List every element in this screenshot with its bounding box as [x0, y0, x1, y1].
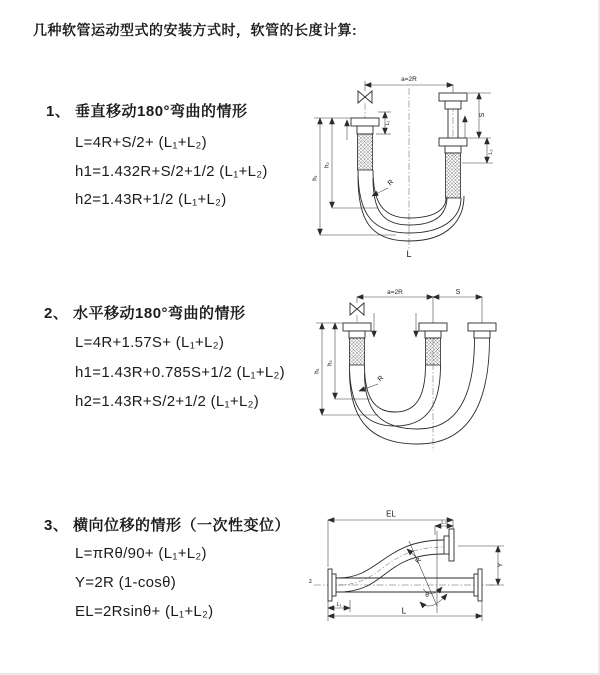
d3-dim-l — [328, 601, 482, 621]
section-3-formula-L: L=πRθ/90+ (L₁+L₂) — [75, 545, 207, 562]
section-2-formula-L: L=4R+1.57S+ (L₁+L₂) — [75, 334, 225, 351]
d3-dim-el — [328, 510, 453, 568]
d3-label-l2: L₂ — [441, 519, 447, 526]
d1-right-pipe — [439, 93, 467, 198]
page-title: 几种软管运动型式的安装方式时，软管的长度计算: — [33, 22, 358, 38]
d2-label-r: R — [376, 374, 386, 384]
d2-left-pipe — [343, 323, 371, 365]
d3-label-theta: θ — [425, 592, 429, 599]
d3-label-r: R — [414, 556, 424, 566]
d1-label-h2: h₂ — [324, 162, 331, 168]
d2-label-a2r: a=2R — [387, 289, 403, 296]
section-2-heading: 2、 水平移动180°弯曲的情形 — [44, 305, 246, 322]
d2-right-pipe — [468, 323, 496, 338]
section-1-formula-h1: h1=1.432R+S/2+1/2 (L₁+L₂) — [75, 163, 268, 180]
d3-label-l: L — [401, 605, 407, 616]
d1-dim-s — [468, 93, 491, 138]
d3-right-flange — [474, 569, 482, 601]
d1-label-h1: h₁ — [312, 175, 319, 181]
d3-label-y: Y — [497, 562, 505, 568]
d3-centerline-symbol: z — [309, 579, 312, 585]
d2-label-s: S — [455, 289, 461, 296]
d3-hose-curves — [338, 540, 444, 592]
d2-dim-a2r — [357, 289, 433, 297]
d1-label-s: S — [479, 112, 486, 118]
section-1-heading: 1、 垂直移动180°弯曲的情形 — [46, 103, 248, 120]
d3-left-flange — [328, 569, 336, 601]
section-3-formula-EL: EL=2Rsinθ+ (L₁+L₂) — [75, 603, 214, 620]
d2-label-h2: h₂ — [327, 360, 334, 366]
d1-dim-h1 — [313, 118, 397, 235]
section-1-formula-L: L=4R+S/2+ (L₁+L₂) — [75, 134, 207, 151]
d3-dim-l1 — [328, 600, 350, 612]
d1-left-pipe — [351, 118, 379, 170]
diagram-horizontal-180-bend — [308, 283, 595, 460]
d1-label-a2r: a=2R — [401, 76, 417, 83]
section-2-formula-h1: h1=1.43R+0.785S+1/2 (L₁+L₂) — [75, 364, 285, 381]
d1-label-l1: L₁ — [385, 120, 391, 126]
d3-label-el: EL — [386, 509, 396, 519]
section-3-heading: 3、 横向位移的情形（一次性变位） — [44, 517, 291, 534]
section-2-formula-h2: h2=1.43R+S/2+1/2 (L₁+L₂) — [75, 393, 260, 410]
diagram-vertical-180-bend — [298, 68, 590, 263]
d3-upper-flange — [444, 529, 454, 561]
d2-valve-icon — [350, 303, 364, 315]
d2-label-h1: h₁ — [314, 368, 321, 374]
d2-dim-s — [433, 289, 482, 297]
d1-label-l: L — [406, 249, 412, 259]
d2-radius-callout — [359, 375, 385, 391]
d1-label-r: R — [386, 178, 396, 188]
d2-middle-pipe — [419, 323, 447, 365]
section-3-formula-Y: Y=2R (1-cosθ) — [75, 574, 177, 591]
d2-hose-curves — [350, 338, 490, 444]
section-1-formula-h2: h2=1.43R+1/2 (L₁+L₂) — [75, 191, 227, 208]
d1-label-l2: L₂ — [488, 149, 494, 155]
diagram-lateral-displacement — [298, 503, 598, 651]
d3-radius-callout — [407, 549, 423, 565]
d1-valve-icon — [358, 91, 372, 103]
d3-label-l1: L₁ — [336, 602, 342, 608]
